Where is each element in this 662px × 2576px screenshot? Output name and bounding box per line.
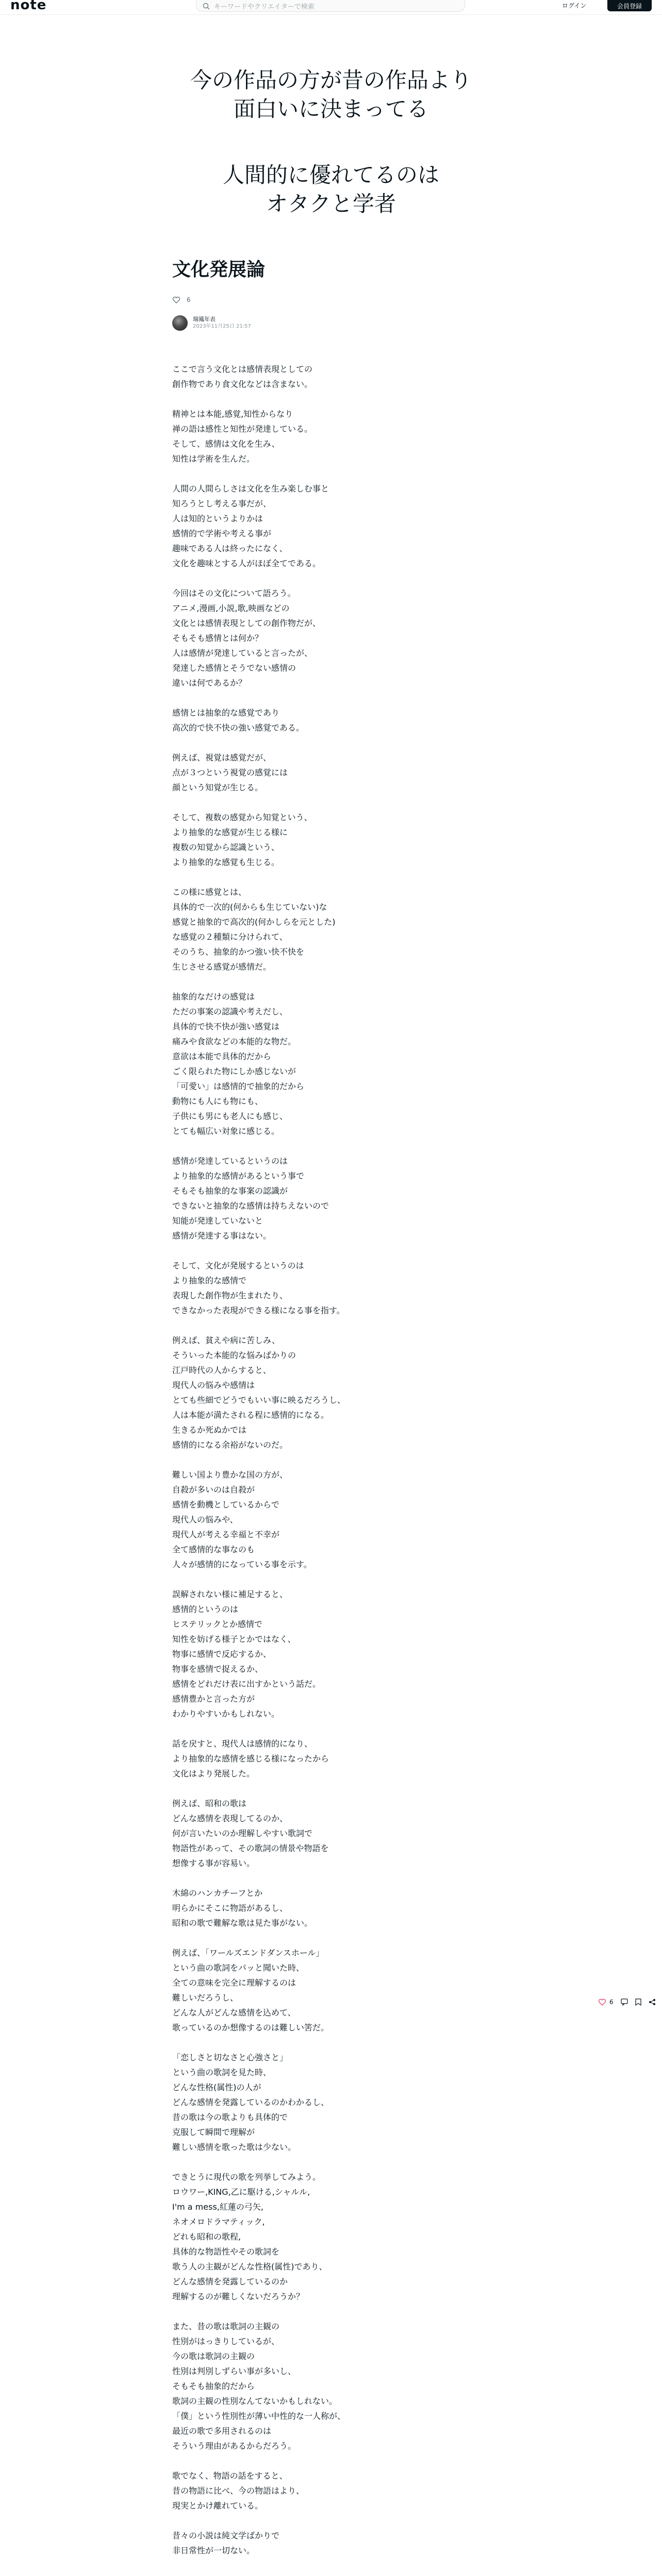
article-paragraph bbox=[172, 705, 490, 735]
avatar[interactable] bbox=[172, 315, 188, 331]
paragraph-line: 具体的で一次的(何からも生じていない)な bbox=[172, 902, 327, 912]
article-paragraph bbox=[172, 989, 490, 1139]
paragraph-line: そして、感情は文化を生み、 bbox=[172, 439, 280, 449]
paragraph-line: 江戸時代の人からすると、 bbox=[172, 1365, 272, 1375]
article-body bbox=[172, 362, 490, 2558]
paragraph-line: 自殺が多いのは自殺が bbox=[172, 1485, 255, 1495]
paragraph-line: 性別がはっきりしているが、 bbox=[172, 2336, 280, 2346]
paragraph-line: 全ての意味を完全に理解するのは bbox=[172, 1978, 296, 1988]
paragraph-line: 感情豊かと言った方が bbox=[172, 1694, 255, 1704]
paragraph-line: 表現した創作物が生まれたり、 bbox=[172, 1291, 288, 1300]
paragraph-line: 感情とは抽象的な感覚であり bbox=[172, 708, 280, 718]
post-date: 2023年11月25日 21:57 bbox=[193, 324, 251, 329]
paragraph-line: ただの事案の認識や考えだし、 bbox=[172, 1007, 288, 1016]
paragraph-line: 知能が発達していないと bbox=[172, 1216, 263, 1226]
paragraph-line: ロウワー,KING,乙に駆ける,シャルル, bbox=[172, 2187, 310, 2197]
paragraph-line: 歌でなく、物語の話をすると、 bbox=[172, 2471, 288, 2481]
paragraph-line: 歌詞の主観の性別なんてないかもしれない。 bbox=[172, 2396, 338, 2406]
heart-icon[interactable] bbox=[172, 296, 180, 304]
paragraph-line: 昭和の歌で難解な歌は見た事がない。 bbox=[172, 1918, 313, 1928]
paragraph-line: そもそも感情とは何か？ bbox=[172, 633, 263, 643]
hero-line: 人間的に優れてるのは bbox=[222, 162, 439, 188]
paragraph-line: 性別は判別しずらい事が多いし、 bbox=[172, 2366, 296, 2376]
paragraph-line: 難しい感情を歌った歌は少ない。 bbox=[172, 2142, 296, 2152]
paragraph-line: 今回はその文化について語ろう。 bbox=[172, 588, 296, 598]
author-info[interactable] bbox=[172, 315, 490, 331]
paragraph-line: 歌っているのか想像するのは難しい筈だ。 bbox=[172, 2023, 329, 2032]
paragraph-line: 違いは何であるか？ bbox=[172, 678, 247, 688]
paragraph-line: どんな人がどんな感情を込めて、 bbox=[172, 2008, 296, 2018]
paragraph-line: 感情的で学術や考える事が bbox=[172, 529, 272, 538]
paragraph-line: 精神とは本能,感覚,知性からなり bbox=[172, 409, 293, 419]
paragraph-line: 木綿のハンカチーフとか bbox=[172, 1888, 263, 1898]
paragraph-line: 想像する事が容易い。 bbox=[172, 1858, 255, 1868]
paragraph-line: より抽象的な感情で bbox=[172, 1276, 247, 1285]
article-paragraph bbox=[172, 750, 490, 795]
paragraph-line: 非日常性が一切ない。 bbox=[172, 2546, 255, 2555]
paragraph-line: 明らかにそこに物語があるし、 bbox=[172, 1903, 288, 1913]
article-paragraph bbox=[172, 2170, 490, 2304]
paragraph-line: そもそも抽象的な事案の認識が bbox=[172, 1186, 288, 1196]
top-navigation-bar bbox=[0, 0, 662, 15]
paragraph-line: できとうに現代の歌を列挙してみよう。 bbox=[172, 2172, 321, 2182]
paragraph-line: アニメ,漫画,小説,歌,映画などの bbox=[172, 603, 290, 613]
article-paragraph bbox=[172, 362, 490, 392]
paragraph-line: 昔の歌は今の歌よりも具体的で bbox=[172, 2112, 288, 2122]
paragraph-line: より抽象的な感覚も生じる。 bbox=[172, 857, 280, 867]
paragraph-line: 人々が感情的になっている事を示す。 bbox=[172, 1560, 312, 1569]
signup-button[interactable]: 会員登録 bbox=[607, 0, 652, 11]
paragraph-line: 動物にも人にも物にも、 bbox=[172, 1096, 263, 1106]
paragraph-line: 生きるか死ぬかでは bbox=[172, 1425, 247, 1435]
article bbox=[172, 258, 490, 2573]
paragraph-line: という曲の歌詞をパッと聞いた時、 bbox=[172, 1963, 305, 1973]
share-icon bbox=[649, 1998, 656, 2006]
hero-line: 今の作品の方が昔の作品より bbox=[190, 67, 472, 93]
paragraph-line: 例えば、視覚は感覚だが、 bbox=[172, 753, 272, 762]
bookmark-icon bbox=[635, 1998, 641, 2006]
paragraph-line: 現代人の悩みや感情は bbox=[172, 1380, 255, 1390]
paragraph-line: 人間の人間らしさは文化を生み楽しむ事と bbox=[172, 484, 329, 494]
paragraph-line: 例えば、「ワールズエンドダンスホール」 bbox=[172, 1948, 324, 1958]
search-icon bbox=[203, 2, 210, 9]
floating-action-bar bbox=[598, 1998, 662, 2006]
paragraph-line: そもそも抽象的だから bbox=[172, 2381, 255, 2391]
paragraph-line: どんな感情を発露しているのかわかるし、 bbox=[172, 2097, 329, 2107]
paragraph-line: 意欲は本能で具体的だから bbox=[172, 1052, 272, 1061]
paragraph-line: 点が３つという視覚の感覚には bbox=[172, 768, 288, 777]
paragraph-line: より抽象的な感覚が生じる様に bbox=[172, 827, 288, 837]
article-title: 文化発展論 bbox=[172, 259, 266, 280]
note-logo[interactable]: note bbox=[10, 0, 47, 13]
heart-filled-icon bbox=[598, 1998, 606, 2006]
paragraph-line: 昔の物語に比べ、今の物語はより、 bbox=[172, 2486, 305, 2496]
like-count: 6 bbox=[187, 296, 191, 303]
paragraph-line: とても幅広い対象に感じる。 bbox=[172, 1126, 280, 1136]
paragraph-line: 現代人が考える幸福と不幸が bbox=[172, 1530, 280, 1539]
paragraph-line: 難しい国より豊かな国の方が、 bbox=[172, 1470, 288, 1480]
paragraph-line: 誤解されない様に補足すると、 bbox=[172, 1589, 288, 1599]
paragraph-line: 感覚と抽象的で高次的(何かしらを元とした) bbox=[172, 917, 336, 927]
paragraph-line: ヒステリックとか感情で bbox=[172, 1619, 263, 1629]
paragraph-line: 難しいだろうし、 bbox=[172, 1993, 239, 2003]
hero-block-1 bbox=[125, 66, 537, 124]
paragraph-line: 感情を動機としているからで bbox=[172, 1500, 279, 1510]
paragraph-line: 物事を感情で捉えるか、 bbox=[172, 1664, 263, 1674]
paragraph-line: 感情的というのは bbox=[172, 1604, 239, 1614]
paragraph-line: 文化を趣味とする人がほぼ全てである。 bbox=[172, 558, 321, 568]
paragraph-line: 「僕」という性別性が薄い中性的な一人称が、 bbox=[172, 2411, 346, 2421]
article-paragraph bbox=[172, 586, 490, 690]
paragraph-line: 人は本能が満たされる程に感情的になる。 bbox=[172, 1410, 329, 1420]
paragraph-line: 最近の歌で多用されるのは bbox=[172, 2426, 272, 2436]
paragraph-line: 現代人の悩みや、 bbox=[172, 1515, 238, 1524]
paragraph-line: 痛みや食欲などの本能的な物だ。 bbox=[172, 1037, 296, 1046]
paragraph-line: また、昔の歌は歌詞の主観の bbox=[172, 2321, 280, 2331]
article-paragraph bbox=[172, 1258, 490, 1318]
paragraph-line: 人は知的というよりかは bbox=[172, 514, 263, 523]
paragraph-line: 抽象的なだけの感覚は bbox=[172, 992, 255, 1002]
comment-button[interactable] bbox=[621, 1998, 628, 2006]
paragraph-line: 禅の語は感性と知性が発達している。 bbox=[172, 424, 313, 434]
article-paragraph bbox=[172, 1154, 490, 1243]
paragraph-line: 子供にも男にも老人にも感じ、 bbox=[172, 1111, 288, 1121]
paragraph-line: 複数の知覚から認識という、 bbox=[172, 842, 280, 852]
search-box[interactable] bbox=[196, 0, 465, 12]
paragraph-line: 感情が発達する事はない。 bbox=[172, 1231, 272, 1241]
search-placeholder: キーワードやクリエイターで検索 bbox=[214, 3, 315, 11]
paragraph-line: 歌う人の主観がどんな性格(属性)であり、 bbox=[172, 2262, 327, 2272]
paragraph-line: 今の歌は歌詞の主観の bbox=[172, 2351, 255, 2361]
paragraph-line: 例えば、昭和の歌は bbox=[172, 1799, 247, 1808]
paragraph-line: 知性を妨げる様子とかではなく、 bbox=[172, 1634, 296, 1644]
paragraph-line: この様に感覚とは、 bbox=[172, 887, 247, 897]
article-paragraph bbox=[172, 1467, 490, 1572]
paragraph-line: そして、文化が発展するというのは bbox=[172, 1261, 304, 1270]
paragraph-line: できないと抽象的な感情は持ちえないので bbox=[172, 1201, 329, 1211]
paragraph-line: 「可愛い」は感情的で抽象的だから bbox=[172, 1081, 305, 1091]
paragraph-line: 文化はより発展した。 bbox=[172, 1769, 255, 1778]
paragraph-line: 物事に感情で反応するか、 bbox=[172, 1649, 272, 1659]
share-button[interactable] bbox=[649, 1998, 656, 2006]
article-paragraph bbox=[172, 1796, 490, 1871]
comment-icon bbox=[621, 1998, 628, 2006]
paragraph-line: ネオメロドラマティック, bbox=[172, 2217, 265, 2227]
hero-line: 面白いに決まってる bbox=[233, 96, 428, 122]
article-paragraph bbox=[172, 2528, 490, 2558]
paragraph-line: そのうち、抽象的かつ強い快不快を bbox=[172, 947, 305, 957]
paragraph-line: 例えば、貧えや病に苦しみ、 bbox=[172, 1335, 280, 1345]
paragraph-line: 感情的になる余裕がないのだ。 bbox=[172, 1440, 288, 1450]
paragraph-line: どれも昭和の歌程, bbox=[172, 2232, 241, 2242]
paragraph-line: どんな性格(属性)の人が bbox=[172, 2082, 261, 2092]
floating-like-count: 6 bbox=[609, 1998, 614, 2006]
article-paragraph bbox=[172, 1945, 490, 2035]
paragraph-line: 現実とかけ離れている。 bbox=[172, 2501, 263, 2511]
paragraph-line: そういった本能的な悩みばかりの bbox=[172, 1350, 296, 1360]
article-paragraph bbox=[172, 810, 490, 870]
paragraph-line: 具体的で快不快が強い感覚は bbox=[172, 1022, 280, 1031]
paragraph-line: 克服して瞬間で理解が bbox=[172, 2127, 255, 2137]
article-paragraph bbox=[172, 2468, 490, 2513]
paragraph-line: 「恋しさと切なさと心強さと」 bbox=[172, 2053, 288, 2062]
paragraph-line: 知ろうとし考える事だが、 bbox=[172, 499, 272, 509]
paragraph-line: 高次的で快不快の強い感覚である。 bbox=[172, 723, 305, 733]
paragraph-line: 何が言いたいのか理解しやすい歌詞で bbox=[172, 1828, 313, 1838]
paragraph-line: 全て感情的な事なのも bbox=[172, 1545, 255, 1554]
article-paragraph bbox=[172, 885, 490, 974]
like-button[interactable] bbox=[598, 1998, 614, 2006]
paragraph-line: 人は感情が発達していると言ったが、 bbox=[172, 648, 313, 658]
paragraph-line: より抽象的な感情があるという事で bbox=[172, 1171, 305, 1181]
article-paragraph bbox=[172, 481, 490, 571]
article-paragraph bbox=[172, 1587, 490, 1721]
hero-line: オタクと学者 bbox=[266, 191, 396, 216]
paragraph-line: 昔々の小説は純文学ばかりで bbox=[172, 2531, 280, 2540]
paragraph-line: どんな感情を表現してるのか、 bbox=[172, 1814, 288, 1823]
paragraph-line: そういう理由があるからだろう。 bbox=[172, 2441, 296, 2451]
article-paragraph bbox=[172, 1333, 490, 1452]
paragraph-line: そして、複数の感覚から知覚という、 bbox=[172, 812, 312, 822]
paragraph-line: 話を戻すと、現代人は感情的になり、 bbox=[172, 1739, 313, 1749]
paragraph-line: 感情をどれだけ表に出すかという話だ。 bbox=[172, 1679, 321, 1689]
paragraph-line: わかりやすいかもしれない。 bbox=[172, 1709, 280, 1719]
paragraph-line: 顔という知覚が生じる。 bbox=[172, 783, 263, 792]
article-paragraph bbox=[172, 1736, 490, 1781]
like-row bbox=[172, 296, 490, 304]
paragraph-line: 感情が発達しているというのは bbox=[172, 1156, 288, 1166]
article-paragraph bbox=[172, 2319, 490, 2453]
paragraph-line: 生じさせる感覚が感情だ。 bbox=[172, 962, 272, 972]
bookmark-button[interactable] bbox=[635, 1998, 641, 2006]
paragraph-line: 具体的な物語性やその歌詞を bbox=[172, 2247, 280, 2257]
paragraph-line: 物語性があって、その歌詞の情景や物語を bbox=[172, 1843, 329, 1853]
article-paragraph bbox=[172, 406, 490, 466]
paragraph-line: とても些細でどうでもいい事に映るだろうし、 bbox=[172, 1395, 346, 1405]
paragraph-line: 知性は学術を生んだ。 bbox=[172, 454, 255, 464]
login-link[interactable]: ログイン bbox=[562, 2, 587, 9]
author-name[interactable]: 瑞鳳年表 bbox=[193, 316, 216, 323]
paragraph-line: 理解するのが難しくないだろうか？ bbox=[172, 2292, 305, 2301]
paragraph-line: I'm a mess,紅蓮の弓矢, bbox=[172, 2202, 263, 2212]
paragraph-line: どんな感情を発露しているのか bbox=[172, 2277, 288, 2286]
paragraph-line: 文化とは感情表現としての創作物だが、 bbox=[172, 618, 321, 628]
article-paragraph bbox=[172, 2050, 490, 2155]
paragraph-line: より抽象的な感情を感じる様になったから bbox=[172, 1754, 329, 1764]
paragraph-line: という曲の歌詞を見た時、 bbox=[172, 2067, 272, 2077]
paragraph-line: な感覚の２種類に分けられて、 bbox=[172, 932, 288, 942]
paragraph-line: ごく限られた物にしか感じないが bbox=[172, 1066, 296, 1076]
paragraph-line: できなかった表現ができる様になる事を指す。 bbox=[172, 1306, 345, 1315]
paragraph-line: ここで言う文化とは感情表現としての bbox=[172, 364, 313, 374]
article-paragraph bbox=[172, 1886, 490, 1930]
paragraph-line: 趣味である人は終ったになく、 bbox=[172, 544, 288, 553]
hero-block-2 bbox=[125, 161, 537, 218]
paragraph-line: 創作物であり食文化などは含まない。 bbox=[172, 379, 313, 389]
hero-heading bbox=[125, 66, 537, 218]
paragraph-line: 発達した感情とそうでない感情の bbox=[172, 663, 296, 673]
